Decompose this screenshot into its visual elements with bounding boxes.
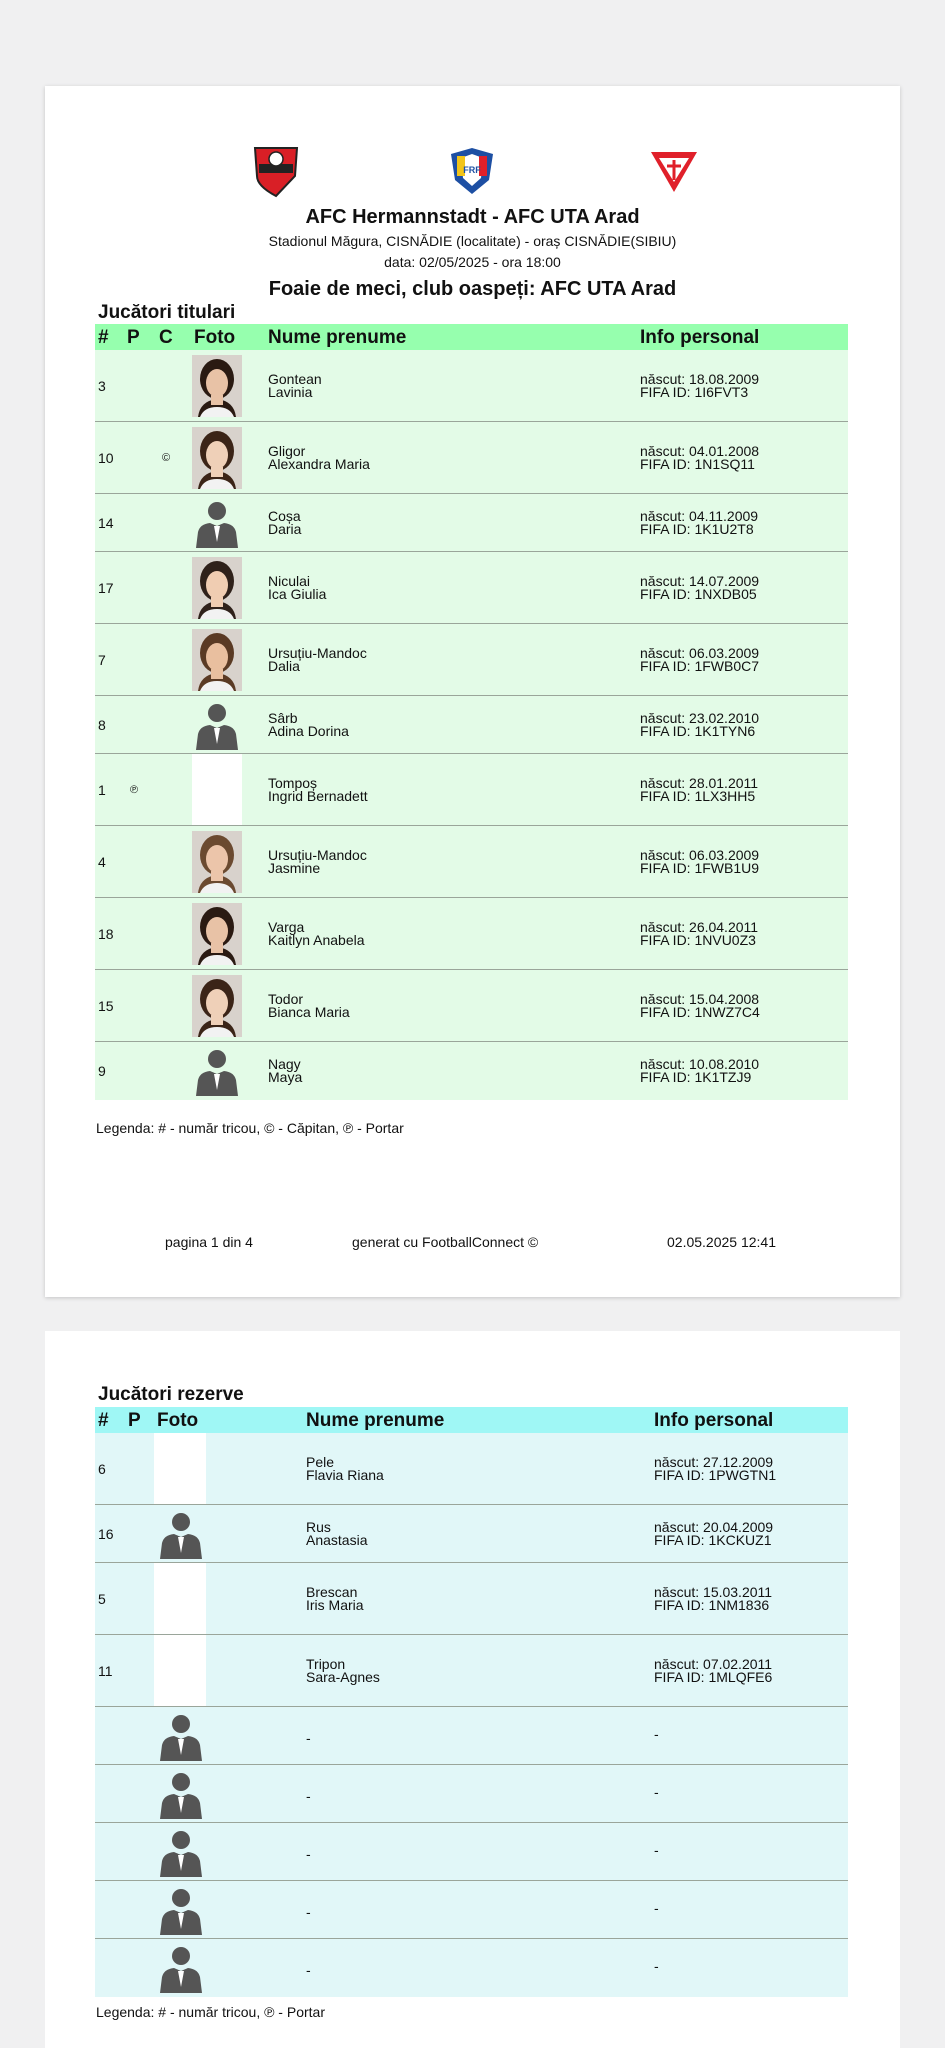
starters-section-title: Jucători titulari: [98, 302, 236, 323]
player-first-name: Anastasia: [306, 1532, 368, 1548]
player-fifa-id: FIFA ID: 1LX3HH5: [640, 788, 756, 804]
player-first-name: Ica Giulia: [268, 586, 327, 602]
player-fifa-id: FIFA ID: 1K1TZJ9: [640, 1069, 752, 1085]
col-p: P: [127, 327, 140, 348]
player-number: 8: [98, 717, 106, 733]
player-last-name: Rus: [306, 1519, 331, 1535]
table-row: [95, 494, 848, 552]
player-photo: [192, 557, 242, 619]
match-date: data: 02/05/2025 - ora 18:00: [384, 254, 561, 270]
table-row: [95, 1042, 848, 1100]
table-row: [95, 754, 848, 826]
player-number: 14: [98, 515, 114, 531]
table-row: [95, 1635, 848, 1707]
player-number: 15: [98, 998, 114, 1014]
player-birth-date: născut: 06.03.2009: [640, 645, 760, 661]
player-first-name: Flavia Riana: [306, 1467, 384, 1483]
reserves-table-header: [95, 1407, 848, 1433]
player-last-name: -: [306, 1846, 311, 1862]
player-birth-date: -: [654, 1958, 659, 1974]
avatar-placeholder-icon: [154, 1711, 206, 1761]
player-last-name: Pele: [306, 1454, 335, 1470]
avatar-placeholder-icon: [190, 700, 244, 750]
table-row: [95, 422, 848, 494]
player-last-name: Sârb: [268, 710, 298, 726]
player-photo: [192, 427, 242, 489]
player-last-name: Tompoș: [268, 775, 318, 791]
player-fifa-id: FIFA ID: 1K1TYN6: [640, 723, 756, 739]
player-last-name: -: [306, 1788, 311, 1804]
player-last-name: Gontean: [268, 371, 322, 387]
player-last-name: Gligor: [268, 443, 306, 459]
match-venue: Stadionul Măgura, CISNĂDIE (localitate) - oraș CISNĂDIE(SIBIU): [268, 233, 677, 249]
player-birth-date: născut: 14.07.2009: [640, 573, 760, 589]
player-number: 10: [98, 450, 114, 466]
player-birth-date: născut: 04.01.2008: [640, 443, 760, 459]
player-number: 9: [98, 1063, 106, 1079]
player-first-name: Kaitlyn Anabela: [268, 932, 365, 948]
generated-timestamp: 02.05.2025 12:41: [667, 1234, 776, 1250]
player-fifa-id: FIFA ID: 1NXDB05: [640, 586, 757, 602]
col-photo: Foto: [194, 327, 236, 348]
player-fifa-id: FIFA ID: 1NWZ7C4: [640, 1004, 760, 1020]
table-row: [95, 898, 848, 970]
player-fifa-id: FIFA ID: 1FWB1U9: [640, 860, 760, 876]
table-row: [95, 1939, 848, 1997]
avatar-placeholder-icon: [154, 1885, 206, 1935]
avatar-placeholder-icon: [154, 1509, 206, 1559]
player-first-name: Lavinia: [268, 384, 313, 400]
starters-legend: Legenda: # - număr tricou, © - Căpitan, ℗ - Portar: [96, 1120, 404, 1136]
col-info: Info personal: [640, 327, 760, 348]
player-first-name: Sara-Agnes: [306, 1669, 380, 1685]
col-number: #: [98, 1410, 109, 1431]
table-row: [95, 970, 848, 1042]
player-fifa-id: FIFA ID: 1N1SQ11: [640, 456, 755, 472]
sheet-title: Foaie de meci, club oaspeți: AFC UTA Arad: [268, 278, 677, 300]
player-fifa-id: FIFA ID: 1I6FVT3: [640, 384, 749, 400]
avatar-placeholder-icon: [190, 1046, 244, 1096]
table-row: [95, 1505, 848, 1563]
col-p: P: [128, 1410, 141, 1431]
player-number: 4: [98, 854, 106, 870]
player-photo: [192, 831, 242, 893]
player-number: 18: [98, 926, 114, 942]
player-first-name: Daria: [268, 521, 302, 537]
player-photo: [192, 754, 242, 826]
player-birth-date: născut: 26.04.2011: [640, 919, 759, 935]
table-row: [95, 1881, 848, 1939]
svg-text:FRF: FRF: [463, 165, 481, 175]
player-number: 1: [98, 782, 106, 798]
player-photo: [192, 629, 242, 691]
player-fifa-id: FIFA ID: 1PWGTN1: [654, 1467, 777, 1483]
match-sheet-page-1: [45, 86, 900, 1297]
player-birth-date: născut: 15.03.2011: [654, 1584, 773, 1600]
player-last-name: Niculai: [268, 573, 311, 589]
player-birth-date: născut: 18.08.2009: [640, 371, 760, 387]
player-last-name: Ursuțiu-Mandoc: [268, 645, 367, 661]
table-row: [95, 552, 848, 624]
player-last-name: Brescan: [306, 1584, 358, 1600]
player-number: 6: [98, 1461, 106, 1477]
player-birth-date: născut: 10.08.2010: [640, 1056, 760, 1072]
player-last-name: Varga: [268, 919, 305, 935]
player-fifa-id: FIFA ID: 1FWB0C7: [640, 658, 760, 674]
player-last-name: Todor: [268, 991, 304, 1007]
player-first-name: Dalia: [268, 658, 300, 674]
col-info: Info personal: [654, 1410, 774, 1431]
page-number: pagina 1 din 4: [165, 1234, 253, 1250]
player-fifa-id: FIFA ID: 1K1U2T8: [640, 521, 754, 537]
player-fifa-id: FIFA ID: 1NM1836: [654, 1597, 770, 1613]
starters-table-header: [95, 324, 848, 350]
player-fifa-id: FIFA ID: 1NVU0Z3: [640, 932, 756, 948]
player-birth-date: -: [654, 1726, 659, 1742]
player-birth-date: născut: 06.03.2009: [640, 847, 760, 863]
player-first-name: Adina Dorina: [268, 723, 349, 739]
table-row: [95, 826, 848, 898]
player-birth-date: născut: 07.02.2011: [654, 1656, 773, 1672]
player-number: 11: [98, 1663, 113, 1679]
player-last-name: -: [306, 1962, 311, 1978]
player-first-name: Iris Maria: [306, 1597, 364, 1613]
player-birth-date: născut: 04.11.2009: [640, 508, 759, 524]
player-birth-date: născut: 27.12.2009: [654, 1454, 774, 1470]
player-number: 5: [98, 1591, 106, 1607]
table-row: [95, 624, 848, 696]
avatar-placeholder-icon: [190, 498, 244, 548]
table-row: [95, 1707, 848, 1765]
col-c: C: [159, 327, 173, 348]
player-fifa-id: FIFA ID: 1KCKUZ1: [654, 1532, 772, 1548]
player-first-name: Jasmine: [268, 860, 321, 876]
col-name: Nume prenume: [306, 1410, 445, 1431]
player-birth-date: născut: 15.04.2008: [640, 991, 760, 1007]
away-club-crest-icon: [645, 140, 703, 198]
player-photo: [154, 1563, 206, 1635]
goalkeeper-mark: ℗: [130, 784, 139, 796]
player-last-name: -: [306, 1730, 311, 1746]
player-first-name: Ingrid Bernadett: [268, 788, 368, 804]
table-row: [95, 1433, 848, 1505]
reserves-section-title: Jucători rezerve: [98, 1384, 244, 1405]
player-number: 3: [98, 378, 106, 394]
avatar-placeholder-icon: [154, 1827, 206, 1877]
player-first-name: Maya: [268, 1069, 303, 1085]
player-number: 16: [98, 1526, 114, 1542]
player-fifa-id: FIFA ID: 1MLQFE6: [654, 1669, 773, 1685]
player-birth-date: -: [654, 1900, 659, 1916]
player-last-name: -: [306, 1904, 311, 1920]
col-photo: Foto: [157, 1410, 199, 1431]
match-sheet-page-2: [45, 1331, 900, 2048]
player-number: 7: [98, 652, 106, 668]
avatar-placeholder-icon: [154, 1943, 206, 1993]
player-photo: [154, 1635, 206, 1707]
table-row: [95, 1823, 848, 1881]
captain-mark: ©: [162, 452, 171, 464]
player-number: 17: [98, 580, 114, 596]
player-photo: [192, 975, 242, 1037]
player-birth-date: născut: 20.04.2009: [654, 1519, 774, 1535]
player-photo: [192, 355, 242, 417]
table-row: [95, 350, 848, 422]
table-row: [95, 1563, 848, 1635]
player-photo: [154, 1433, 206, 1505]
col-number: #: [98, 327, 109, 348]
player-last-name: Ursuțiu-Mandoc: [268, 847, 367, 863]
player-birth-date: născut: 28.01.2011: [640, 775, 759, 791]
player-birth-date: -: [654, 1842, 659, 1858]
match-title: AFC Hermannstadt - AFC UTA Arad: [305, 206, 640, 228]
player-first-name: Bianca Maria: [268, 1004, 350, 1020]
player-photo: [192, 903, 242, 965]
col-name: Nume prenume: [268, 327, 407, 348]
federation-logo-icon: [443, 140, 501, 198]
reserves-legend: Legenda: # - număr tricou, ℗ - Portar: [96, 2004, 325, 2020]
home-club-crest-icon: [247, 140, 305, 198]
avatar-placeholder-icon: [154, 1769, 206, 1819]
table-row: [95, 1765, 848, 1823]
player-last-name: Nagy: [268, 1056, 301, 1072]
player-last-name: Tripon: [306, 1656, 346, 1672]
generated-by: generat cu FootballConnect ©: [352, 1234, 539, 1250]
player-birth-date: -: [654, 1784, 659, 1800]
table-row: [95, 696, 848, 754]
player-birth-date: născut: 23.02.2010: [640, 710, 760, 726]
player-first-name: Alexandra Maria: [268, 456, 370, 472]
player-last-name: Coșa: [268, 508, 301, 524]
